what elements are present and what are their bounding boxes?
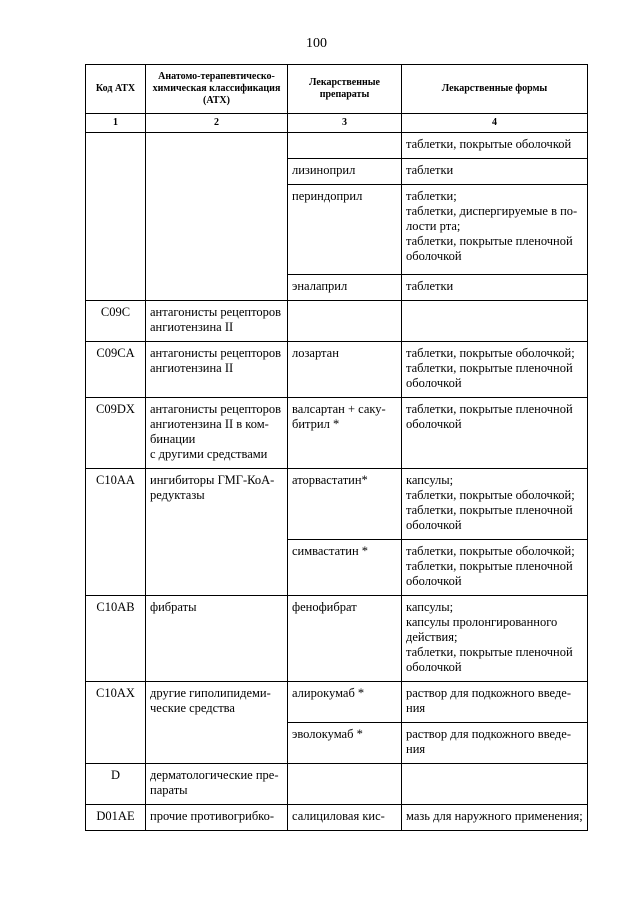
forms-line: раствор для подкожного введе- <box>406 686 571 700</box>
class-cell <box>146 398 288 469</box>
code-cell: D01AE <box>86 805 146 831</box>
forms-line: оболочкой <box>406 417 462 431</box>
code-cell: C10AA <box>86 469 146 596</box>
header-dosage-forms: Лекарственные формы <box>402 65 588 114</box>
atx-drug-table <box>85 64 588 831</box>
drug-cell <box>288 764 402 805</box>
drug-line: битрил * <box>292 417 340 431</box>
class-line: ангиотензина II <box>150 320 234 334</box>
drug-cell: симвастатин * <box>288 540 402 596</box>
column-number: 3 <box>288 114 402 133</box>
class-line: параты <box>150 783 188 797</box>
table-row <box>86 133 588 159</box>
forms-cell <box>402 398 588 469</box>
forms-cell <box>402 682 588 723</box>
forms-cell <box>402 185 588 275</box>
forms-line: раствор для подкожного введе- <box>406 727 571 741</box>
class-cell <box>146 133 288 301</box>
drug-cell: лизиноприл <box>288 159 402 185</box>
table-row <box>86 805 588 831</box>
forms-line: таблетки, покрытые пленочной <box>406 402 573 416</box>
code-cell: D <box>86 764 146 805</box>
forms-cell <box>402 275 588 301</box>
drug-cell: эналаприл <box>288 275 402 301</box>
code-cell: C09C <box>86 301 146 342</box>
class-cell <box>146 342 288 398</box>
code-cell: C09CA <box>86 342 146 398</box>
class-line: антагонисты рецепторов <box>150 346 282 360</box>
drug-cell <box>288 133 402 159</box>
forms-line: таблетки, покрытые пленочной <box>406 234 573 248</box>
forms-line: капсулы; <box>406 473 454 487</box>
drug-cell: салициловая кис- <box>288 805 402 831</box>
drug-cell: лозартан <box>288 342 402 398</box>
class-cell <box>146 805 288 831</box>
forms-cell <box>402 159 588 185</box>
drug-cell: периндоприл <box>288 185 402 275</box>
class-cell <box>146 596 288 682</box>
forms-line: оболочкой <box>406 660 462 674</box>
forms-line: таблетки, покрытые оболочкой; <box>406 488 575 502</box>
forms-cell <box>402 805 588 831</box>
forms-line: оболочкой <box>406 574 462 588</box>
forms-line: действия; <box>406 630 458 644</box>
code-cell <box>86 133 146 301</box>
table-row <box>86 682 588 723</box>
class-line: с другими средствами <box>150 447 268 461</box>
class-line: ингибиторы ГМГ-КоА- <box>150 473 275 487</box>
drug-cell <box>288 398 402 469</box>
table-row <box>86 398 588 469</box>
drug-line: валсартан + саку- <box>292 402 386 416</box>
forms-cell <box>402 301 588 342</box>
header-drugs: Лекарственные препараты <box>288 65 402 114</box>
drug-cell: аторвастатин* <box>288 469 402 540</box>
forms-line: ния <box>406 742 426 756</box>
forms-line: таблетки, покрытые пленочной <box>406 503 573 517</box>
forms-line: капсулы; <box>406 600 454 614</box>
forms-line: таблетки, покрытые пленочной <box>406 361 573 375</box>
drug-cell: фенофибрат <box>288 596 402 682</box>
column-number: 1 <box>86 114 146 133</box>
forms-line: таблетки, покрытые оболочкой; <box>406 346 575 360</box>
column-number: 2 <box>146 114 288 133</box>
forms-line: таблетки, покрытые оболочкой <box>406 137 572 151</box>
forms-line: лости рта; <box>406 219 461 233</box>
class-line: ческие средства <box>150 701 235 715</box>
table-header-row <box>86 65 588 114</box>
forms-cell <box>402 133 588 159</box>
class-line: другие гиполипидеми- <box>150 686 271 700</box>
forms-line: ния <box>406 701 426 715</box>
drug-cell: эволокумаб * <box>288 723 402 764</box>
class-line: бинации <box>150 432 196 446</box>
forms-cell <box>402 596 588 682</box>
forms-line: таблетки; <box>406 189 457 203</box>
table-row <box>86 469 588 540</box>
class-cell <box>146 764 288 805</box>
forms-line: оболочкой <box>406 518 462 532</box>
class-line: антагонисты рецепторов <box>150 305 282 319</box>
class-line: дерматологические пре- <box>150 768 279 782</box>
table-row <box>86 342 588 398</box>
forms-line: таблетки, диспергируемые в по- <box>406 204 578 218</box>
forms-line: таблетки, покрытые пленочной <box>406 559 573 573</box>
drug-cell: алирокумаб * <box>288 682 402 723</box>
class-cell <box>146 682 288 764</box>
forms-line: таблетки, покрытые оболочкой; <box>406 544 575 558</box>
table-row <box>86 596 588 682</box>
forms-cell <box>402 723 588 764</box>
class-line: антагонисты рецепторов <box>150 402 282 416</box>
forms-line: мазь для наружного применения; <box>406 809 583 823</box>
forms-cell <box>402 540 588 596</box>
drug-cell <box>288 301 402 342</box>
forms-line: таблетки, покрытые пленочной <box>406 645 573 659</box>
forms-line: капсулы пролонгированного <box>406 615 558 629</box>
column-number-row <box>86 114 588 133</box>
class-line: фибраты <box>150 600 197 614</box>
class-cell <box>146 301 288 342</box>
class-line: ангиотензина II в ком- <box>150 417 269 431</box>
code-cell: C09DX <box>86 398 146 469</box>
table-row <box>86 764 588 805</box>
code-cell: C10AX <box>86 682 146 764</box>
table-row <box>86 301 588 342</box>
forms-cell <box>402 469 588 540</box>
class-cell <box>146 469 288 596</box>
page-number: 100 <box>306 36 327 51</box>
class-line: редуктазы <box>150 488 205 502</box>
class-line: прочие противогрибко- <box>150 809 275 823</box>
class-line: ангиотензина II <box>150 361 234 375</box>
code-cell: C10AB <box>86 596 146 682</box>
forms-line: таблетки <box>406 279 454 293</box>
forms-line: оболочкой <box>406 249 462 263</box>
column-number: 4 <box>402 114 588 133</box>
forms-line: оболочкой <box>406 376 462 390</box>
forms-line: таблетки <box>406 163 454 177</box>
forms-cell <box>402 764 588 805</box>
header-atx-classification: Анатомо-терапевтическо-химическая классификация (АТХ) <box>146 65 288 114</box>
header-atx-code: Код АТХ <box>86 65 146 114</box>
forms-cell <box>402 342 588 398</box>
